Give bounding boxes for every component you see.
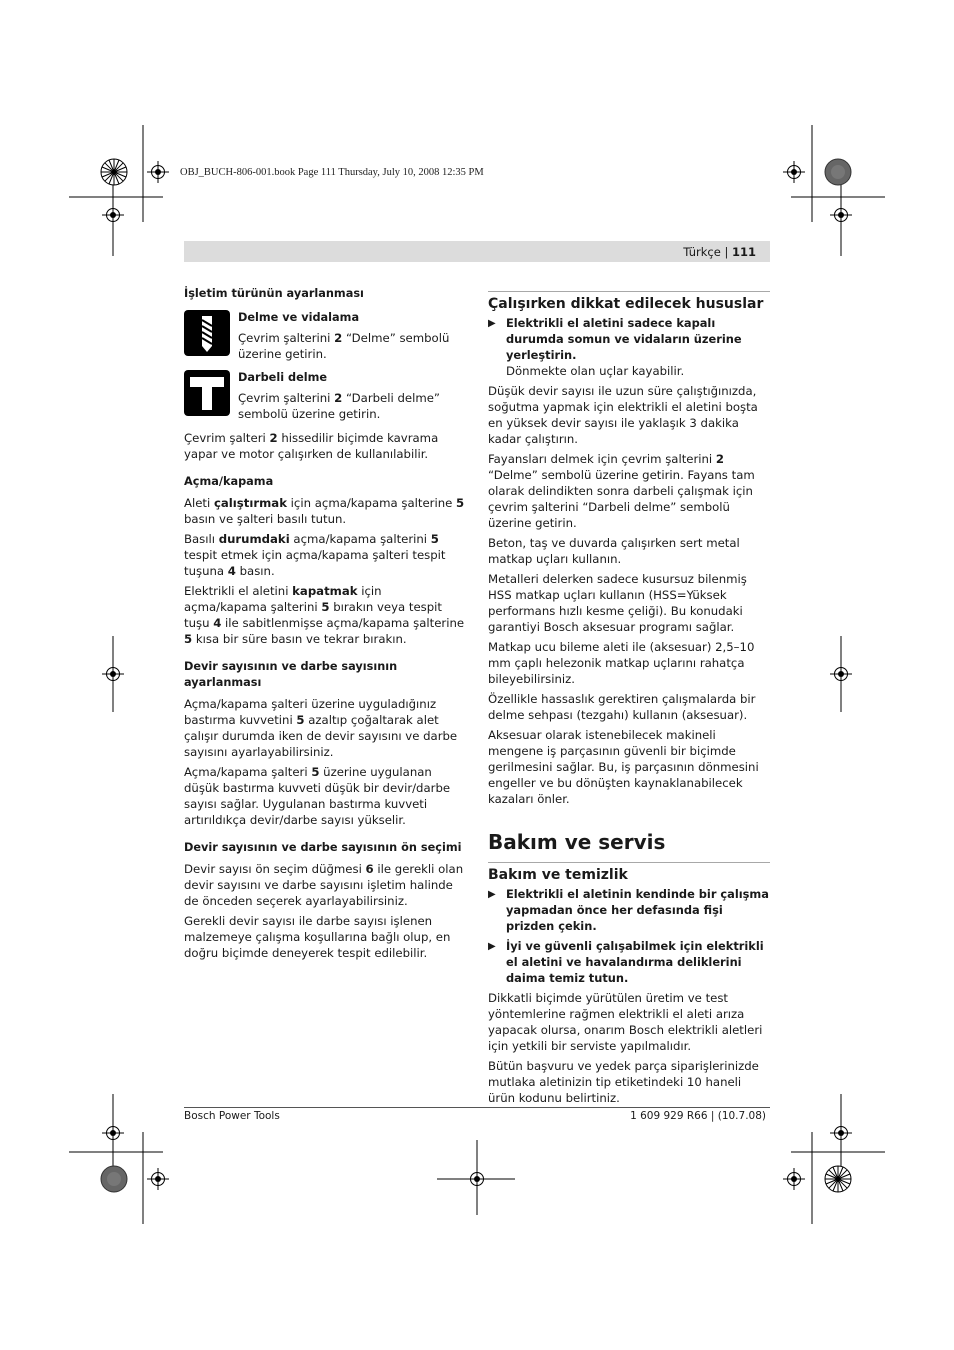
preselection-paragraph-1: Devir sayısı ön seçim düğmesi 6 ile gerekli olan devir sayısını ve darbe sayısını işletim halinde de önceden seçerek ayarlayabilirsiniz. — [184, 862, 464, 908]
speed-paragraph-2: Açma/kapama şalteri 5 üzerine uygulanan düşük bastırma kuvveti düşük bir devir/darbe sayısı sağlar. Uygulanan bastırma kuvveti artırıldıkça devir/darbe sayısı yükselir. — [184, 765, 451, 827]
tips-paragraph-5: Matkap ucu bileme aleti ile (aksesuar) 2,5–10 mm çaplı helezonik matkap uçlarını rahatça bileyebilirsiniz. — [488, 640, 755, 686]
section-title-mode: İşletim türünün ayarlanması — [184, 287, 364, 300]
tips-paragraph-1: Düşük devir sayısı ile uzun süre çalıştığınızda, soğutma yapmak için elektrikli el aletini boşta en yüksek devir sayısı ile yaklaşık 3 dakika kadar çalıştırın. — [488, 384, 758, 446]
mode-impact-text: Çevrim şalterini 2 “Darbeli delme” sembolü üzerine getirin. — [238, 391, 440, 421]
footer-code: 1 609 929 R66 | (10.7.08) — [630, 1110, 766, 1122]
tips-bullet: ▶ Elektrikli el aletini sadece kapalı durumda somun ve vidaların üzerine yerleştirin. — [488, 316, 742, 362]
tips-paragraph-2: Fayansları delmek için çevrim şalterini 2 “Delme” sembolü üzerine getirin. Fayans tam olarak delindikten sonra darbeli çalışmak için çevrim şalterini “Darbeli delme” sembolü üzerine getirin. — [488, 452, 755, 530]
mode-drilling-title: Delme ve vidalama — [238, 311, 360, 324]
tips-after-text: Dönmekte olan uçlar kayabilir. — [506, 364, 685, 378]
speed-title: Devir sayısının ve darbe sayısının ayarlanması — [184, 660, 398, 689]
footer-rule — [184, 1107, 770, 1108]
care-bullet-2: ▶ İyi ve güvenli çalışabilmek için elektrikli el aletini ve havalandırma deliklerini daima temiz tutun. — [488, 939, 764, 985]
tips-title: Çalışırken dikkat edilecek hususlar — [488, 291, 770, 312]
mode-drilling-text: Çevrim şalterini 2 “Delme” sembolü üzerine getirin. — [238, 331, 450, 361]
tips-paragraph-3: Beton, taş ve duvarda çalışırken sert metal matkap uçları kullanın. — [488, 536, 740, 566]
onoff-paragraph-1: Aleti çalıştırmak için açma/kapama şalterine 5 basın ve şalteri basılı tutun. — [184, 496, 465, 526]
left-column — [184, 286, 466, 965]
care-paragraph-2: Bütün başvuru ve yedek parça siparişlerinizde mutlaka aletinizin tip etiketindeki 10 haneli ürün kodunu belirtiniz. — [488, 1059, 759, 1105]
arrow-right-icon: ▶ — [488, 941, 496, 952]
care-title: Bakım ve temizlik — [488, 862, 770, 883]
mode-impact-title: Darbeli delme — [238, 371, 328, 384]
switch-paragraph: Çevrim şalteri 2 hissedilir biçimde kavrama yapar ve motor çalışırken de kullanılabilir. — [184, 431, 439, 461]
onoff-title: Açma/kapama — [184, 475, 274, 488]
onoff-paragraph-3: Elektrikli el aletini kapatmak için açma/kapama şalterini 5 bırakın veya tespit tuşu 4 ile sabitlenmişse açma/kapama şalterine 5 kısa bir süre basın ve tekrar bırakın. — [184, 584, 465, 646]
tips-paragraph-4: Metalleri delerken sadece kusursuz bilenmiş HSS matkap uçları kullanın (HSS=Yüksek performans hızlı kesme çeliği). Bu konudaki garantiyi Bosch aksesuar programı sağlar. — [488, 572, 747, 634]
header-language: Türkçe | — [683, 245, 732, 259]
care-bullet-1: ▶ Elektrikli el aletinin kendinde bir çalışma yapmadan önce her defasında fişi prizden çekin. — [488, 887, 769, 933]
page-header — [184, 241, 770, 262]
drill-bit-icon — [184, 310, 230, 356]
arrow-right-icon: ▶ — [488, 318, 496, 329]
onoff-paragraph-2: Basılı durumdaki açma/kapama şalterini 5 tespit etmek için açma/kapama şalteri tespit tuşuna 4 basın. — [184, 532, 446, 578]
mode-drilling — [184, 310, 466, 366]
hammer-icon — [184, 370, 230, 416]
preselection-title: Devir sayısının ve darbe sayısının ön seçimi — [184, 841, 462, 854]
right-column — [488, 291, 770, 1110]
page-number: 111 — [731, 245, 756, 259]
tips-paragraph-6: Özellikle hassaslık gerektiren çalışmalarda bir delme sehpası (tezgahı) kullanın (aksesuar). — [488, 692, 756, 722]
tips-paragraph-7: Aksesuar olarak istenebilecek makineli mengene iş parçasının güvenli bir biçimde gerilmesini sağlar. Bu, iş parçasının dönmesini engeller ve bu dönüşten kaynaklanabilecek kazaları önler. — [488, 728, 759, 806]
print-slug: OBJ_BUCH-806-001.book Page 111 Thursday, July 10, 2008 12:35 PM — [180, 167, 484, 178]
preselection-paragraph-2: Gerekli devir sayısı ile darbe sayısı işlenen malzemeye çalışma koşullarına bağlı olup, en doğru biçimde deneyerek tespit edilebilir. — [184, 914, 451, 960]
care-paragraph-1: Dikkatli biçimde yürütülen üretim ve test yöntemlerine rağmen elektrikli el aleti arıza yapacak olursa, onarım Bosch elektrikli aletleri için yetkili bir serviste yapılmalıdır. — [488, 991, 763, 1053]
service-title: Bakım ve servis — [488, 830, 666, 854]
mode-impact — [184, 370, 466, 426]
footer-brand: Bosch Power Tools — [184, 1110, 280, 1122]
speed-paragraph-1: Açma/kapama şalteri üzerine uyguladığınız bastırma kuvvetini 5 azaltıp çoğaltarak alet çalışır durumda iken de devir sayısını ve darbe sayısını ayarlayabilirsiniz. — [184, 697, 458, 759]
arrow-right-icon: ▶ — [488, 889, 496, 900]
